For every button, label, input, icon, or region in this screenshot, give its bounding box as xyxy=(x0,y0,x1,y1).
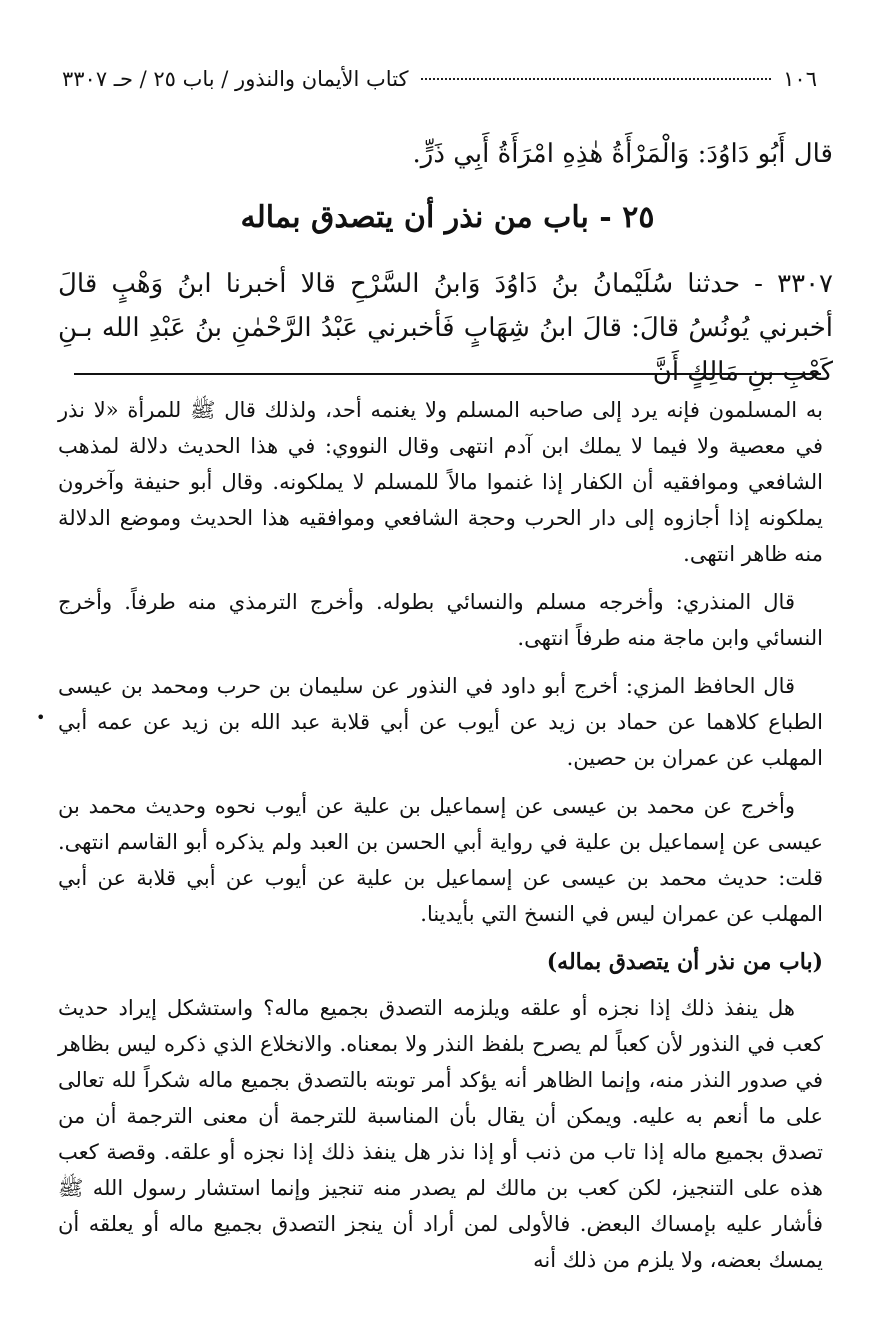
commentary-paragraph: قال المنذري: وأخرجه مسلم والنسائي بطوله. وأخرج الترمذي منه طرفاً. وأخرج النسائي وابن ماجة منه طرفاً انتهى. xyxy=(58,590,823,650)
hadith-text: ٣٣٠٧ - حدثنا سُلَيْمانُ بنُ دَاوُدَ وَابنُ السَّرْحِ قالا أخبرنا ابنُ وَهْبٍ قالَ أخبرني يُونُسُ قالَ: قالَ ابنُ شِهَابٍ فَأخبرني عَبْدُ الرَّحْمٰنِ بنُ عَبْدِ الله بـنِ كَعْبِ بنِ مَالِكٍ أَنَّ xyxy=(58,269,833,387)
margin-mark: • xyxy=(36,708,46,727)
commentary-paragraph: وأخرج عن محمد بن عيسى عن إسماعيل بن علية عن أيوب نحوه وحديث محمد بن عيسى عن إسماعيل بن علية في رواية أبي الحسن بن العبد ولم يذكره أبو القاسم انتهى. قلت: حديث محمد بن عيسى عن إسماعيل بن علية عن أيوب عن أبي قلابة عن أبي المهلب عن عمران ليس في النسخ التي بأيدينا. xyxy=(58,794,823,926)
commentary-subheading: (باب من نذر أن يتصدق بماله) xyxy=(546,949,823,975)
commentary-paragraph: قال الحافظ المزي: أخرج أبو داود في النذور عن سليمان بن حرب ومحمد بن عيسى الطباع كلاهما عن حماد بن زيد عن أيوب عن أبي قلابة عبد الله بن زيد عن عمه أبي المهلب عن عمران بن حصين. xyxy=(58,674,823,770)
dotted-leader xyxy=(421,78,772,80)
page-number: ١٠٦ xyxy=(783,67,817,91)
running-title: كتاب الأيمان والنذور / باب ٢٥ / حـ ٣٣٠٧ xyxy=(62,67,409,91)
chapter-heading: ٢٥ - باب من نذر أن يتصدق بماله xyxy=(240,200,655,235)
commentary-paragraph: به المسلمون فإنه يرد إلى صاحبه المسلم ولا يغنمه أحد، ولذلك قال ﷺ للمرأة «لا نذر في معصية ولا فيما لا يملك ابن آدم انتهى وقال النووي: في هذا الحديث دلالة لمذهب الشافعي وموافقيه أن الكفار إذا غنموا مالاً للمسلم لا يملكونه. وقال أبو حنيفة وآخرون يملكونه إذا أجازوه إلى دار الحرب وحجة الشافعي وموافقيه هذا الحديث وموضع الدلالة منه ظاهر انتهى. xyxy=(58,398,823,566)
commentary-paragraph: هل ينفذ ذلك إذا نجزه أو علقه ويلزمه التصدق بجميع ماله؟ واستشكل إيراد حديث كعب في النذور لأن كعباً لم يصرح بلفظ النذر ولا بمعناه. والانخلاع الذي ذكره ليس بظاهر في صدور النذر منه، وإنما الظاهر أنه يؤكد أمر توبته بالتصدق بجميع ماله شكراً لله تعالى على ما أنعم به عليه. ويمكن أن يقال بأن المناسبة للترجمة أن معنى الترجمة أن من تصدق بجميع ماله إذا تاب من ذنب أو إذا نذر هل ينفذ ذلك إذا نجزه أو علقه. وقصة كعب هذه على التنجيز، لكن كعب بن مالك لم يصدر منه تنجيز وإنما استشار رسول الله ﷺ فأشار عليه بإمساك البعض. فالأولى لمن أراد أن ينجز التصدق بجميع ماله أو يعلقه أن يمسك بعضه، ولا يلزم من ذلك أنه xyxy=(58,996,823,1272)
footnote-divider xyxy=(74,373,821,375)
matn-top-line: قال أَبُو دَاوُدَ: وَالْمَرْأَةُ هٰذِهِ امْرَأَةُ أَبِي ذَرٍّ. xyxy=(412,139,833,169)
page-header xyxy=(62,64,817,94)
commentary xyxy=(58,392,823,1290)
